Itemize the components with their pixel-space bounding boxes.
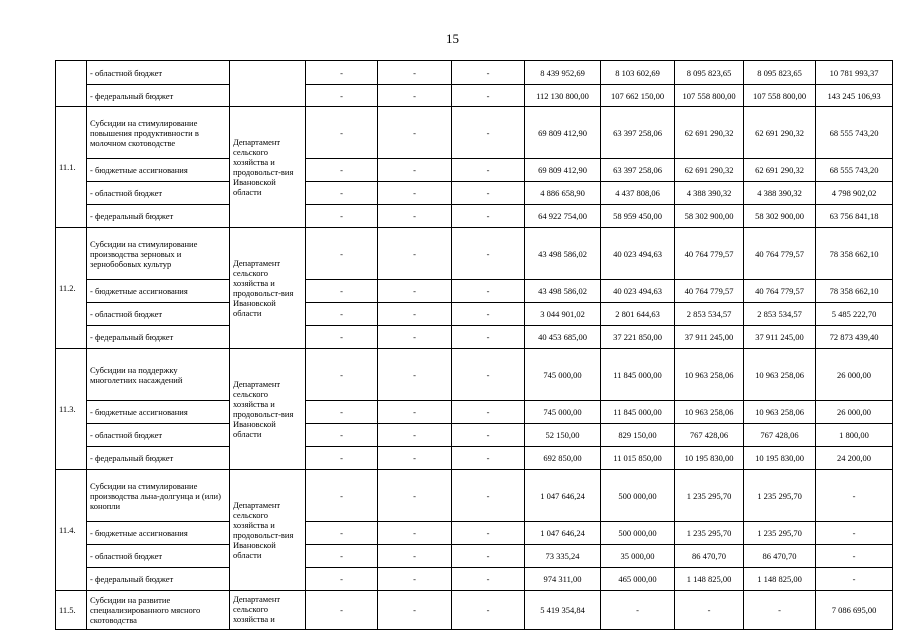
amount-cell: 58 959 450,00: [601, 205, 675, 228]
dash-cell: -: [306, 205, 378, 228]
dash-cell: -: [306, 228, 378, 280]
amount-cell: 78 358 662,10: [816, 280, 893, 303]
executor-cell: Департамент сельского хозяйства и продовольст-вия Ивановской области: [230, 470, 306, 591]
amount-cell: 58 302 900,00: [675, 205, 744, 228]
table-row: [56, 61, 893, 85]
dash-cell: -: [306, 591, 378, 630]
amount-cell: 767 428,06: [744, 424, 816, 447]
amount-cell: 4 437 808,06: [601, 182, 675, 205]
table-row: [56, 205, 893, 228]
dash-cell: -: [378, 545, 452, 568]
amount-cell: 500 000,00: [601, 470, 675, 522]
dash-cell: -: [452, 326, 525, 349]
amount-cell: 37 911 245,00: [744, 326, 816, 349]
amount-cell: 52 150,00: [525, 424, 601, 447]
amount-cell: 143 245 106,93: [816, 85, 893, 107]
amount-cell: 62 691 290,32: [744, 107, 816, 159]
amount-cell: 10 963 258,06: [744, 401, 816, 424]
amount-cell: 40 764 779,57: [675, 228, 744, 280]
amount-cell: 7 086 695,00: [816, 591, 893, 630]
table-row: [56, 280, 893, 303]
amount-cell: 68 555 743,20: [816, 159, 893, 182]
amount-cell: 1 047 646,24: [525, 522, 601, 545]
dash-cell: -: [378, 591, 452, 630]
amount-cell: 1 047 646,24: [525, 470, 601, 522]
dash-cell: -: [306, 326, 378, 349]
dash-cell: -: [452, 447, 525, 470]
amount-cell: 86 470,70: [675, 545, 744, 568]
row-number-cell: 11.5.: [56, 591, 87, 630]
table-row: [56, 85, 893, 107]
row-label: Субсидии на развитие специализированного мясного скотоводства: [87, 591, 230, 630]
dash-cell: -: [452, 545, 525, 568]
amount-cell: 692 850,00: [525, 447, 601, 470]
dash-cell: -: [306, 401, 378, 424]
amount-cell: 78 358 662,10: [816, 228, 893, 280]
dash-cell: -: [306, 85, 378, 107]
amount-cell: 8 439 952,69: [525, 61, 601, 85]
amount-cell: 11 015 850,00: [601, 447, 675, 470]
dash-cell: -: [306, 61, 378, 85]
table-body: [56, 61, 893, 630]
amount-cell: 10 781 993,37: [816, 61, 893, 85]
table-row: [56, 326, 893, 349]
executor-cell: Департамент сельского хозяйства и продовольст-вия Ивановской области: [230, 228, 306, 349]
table-row: [56, 159, 893, 182]
amount-cell: 8 103 602,69: [601, 61, 675, 85]
amount-cell: 4 388 390,32: [744, 182, 816, 205]
amount-cell: 63 756 841,18: [816, 205, 893, 228]
amount-cell: 1 235 295,70: [744, 470, 816, 522]
dash-cell: -: [306, 303, 378, 326]
row-label: Субсидии на стимулирование повышения продуктивности в молочном скотоводстве: [87, 107, 230, 159]
amount-cell: 40 764 779,57: [675, 280, 744, 303]
amount-cell: 64 922 754,00: [525, 205, 601, 228]
dash-cell: -: [452, 107, 525, 159]
amount-cell: 3 044 901,02: [525, 303, 601, 326]
dash-cell: -: [306, 280, 378, 303]
amount-cell: 40 764 779,57: [744, 228, 816, 280]
dash-cell: -: [306, 159, 378, 182]
amount-cell: 10 195 830,00: [675, 447, 744, 470]
amount-cell: 62 691 290,32: [744, 159, 816, 182]
dash-cell: -: [452, 159, 525, 182]
row-label: - областной бюджет: [87, 182, 230, 205]
executor-cell: Департамент сельского хозяйства и продовольст-вия Ивановской области: [230, 349, 306, 470]
amount-cell: 745 000,00: [525, 401, 601, 424]
amount-cell: -: [816, 470, 893, 522]
row-label: - областной бюджет: [87, 61, 230, 85]
row-label: Субсидии на поддержку многолетних насаждений: [87, 349, 230, 401]
row-label: - федеральный бюджет: [87, 326, 230, 349]
amount-cell: 107 558 800,00: [675, 85, 744, 107]
dash-cell: -: [378, 182, 452, 205]
amount-cell: 8 095 823,65: [744, 61, 816, 85]
row-label: - областной бюджет: [87, 545, 230, 568]
amount-cell: 1 148 825,00: [675, 568, 744, 591]
dash-cell: -: [378, 61, 452, 85]
amount-cell: 72 873 439,40: [816, 326, 893, 349]
amount-cell: 10 963 258,06: [675, 401, 744, 424]
amount-cell: 68 555 743,20: [816, 107, 893, 159]
amount-cell: -: [816, 522, 893, 545]
amount-cell: 63 397 258,06: [601, 107, 675, 159]
amount-cell: 73 335,24: [525, 545, 601, 568]
amount-cell: 974 311,00: [525, 568, 601, 591]
dash-cell: -: [306, 107, 378, 159]
amount-cell: 1 800,00: [816, 424, 893, 447]
amount-cell: 69 809 412,90: [525, 159, 601, 182]
dash-cell: -: [452, 591, 525, 630]
amount-cell: 62 691 290,32: [675, 107, 744, 159]
amount-cell: 5 485 222,70: [816, 303, 893, 326]
table-row: [56, 303, 893, 326]
dash-cell: -: [452, 228, 525, 280]
dash-cell: -: [306, 470, 378, 522]
dash-cell: -: [452, 280, 525, 303]
dash-cell: -: [378, 401, 452, 424]
executor-cell: Департамент сельского хозяйства и: [230, 591, 306, 630]
dash-cell: -: [378, 280, 452, 303]
row-label: - федеральный бюджет: [87, 85, 230, 107]
amount-cell: 69 809 412,90: [525, 107, 601, 159]
dash-cell: -: [378, 228, 452, 280]
amount-cell: 465 000,00: [601, 568, 675, 591]
amount-cell: 1 235 295,70: [675, 470, 744, 522]
row-label: - бюджетные ассигнования: [87, 280, 230, 303]
row-label: - федеральный бюджет: [87, 205, 230, 228]
amount-cell: -: [601, 591, 675, 630]
amount-cell: 107 558 800,00: [744, 85, 816, 107]
dash-cell: -: [452, 61, 525, 85]
executor-cell: [230, 61, 306, 107]
amount-cell: 107 662 150,00: [601, 85, 675, 107]
amount-cell: 11 845 000,00: [601, 349, 675, 401]
dash-cell: -: [452, 568, 525, 591]
dash-cell: -: [378, 326, 452, 349]
dash-cell: -: [378, 447, 452, 470]
row-label: - бюджетные ассигнования: [87, 159, 230, 182]
row-number-cell: 11.4.: [56, 470, 87, 591]
amount-cell: 2 853 534,57: [744, 303, 816, 326]
budget-table: [55, 60, 893, 630]
amount-cell: 35 000,00: [601, 545, 675, 568]
row-label: - бюджетные ассигнования: [87, 522, 230, 545]
amount-cell: 40 764 779,57: [744, 280, 816, 303]
amount-cell: 10 195 830,00: [744, 447, 816, 470]
row-number-cell: 11.2.: [56, 228, 87, 349]
row-label: - областной бюджет: [87, 303, 230, 326]
table-row: [56, 545, 893, 568]
amount-cell: 37 911 245,00: [675, 326, 744, 349]
dash-cell: -: [452, 522, 525, 545]
amount-cell: 4 798 902,02: [816, 182, 893, 205]
table-row: [56, 568, 893, 591]
table-row: [56, 470, 893, 522]
dash-cell: -: [378, 568, 452, 591]
dash-cell: -: [452, 470, 525, 522]
amount-cell: 63 397 258,06: [601, 159, 675, 182]
dash-cell: -: [306, 447, 378, 470]
amount-cell: 40 023 494,63: [601, 280, 675, 303]
dash-cell: -: [378, 85, 452, 107]
row-number-cell: [56, 61, 87, 107]
row-label: - областной бюджет: [87, 424, 230, 447]
amount-cell: 24 200,00: [816, 447, 893, 470]
dash-cell: -: [306, 545, 378, 568]
dash-cell: -: [378, 159, 452, 182]
amount-cell: -: [816, 545, 893, 568]
amount-cell: 2 853 534,57: [675, 303, 744, 326]
table-row: [56, 424, 893, 447]
row-label: Субсидии на стимулирование производства зерновых и зернобобовых культур: [87, 228, 230, 280]
amount-cell: 2 801 644,63: [601, 303, 675, 326]
amount-cell: 10 963 258,06: [744, 349, 816, 401]
dash-cell: -: [452, 205, 525, 228]
amount-cell: 26 000,00: [816, 401, 893, 424]
amount-cell: 37 221 850,00: [601, 326, 675, 349]
dash-cell: -: [378, 349, 452, 401]
row-label: - бюджетные ассигнования: [87, 401, 230, 424]
table-row: [56, 349, 893, 401]
amount-cell: -: [816, 568, 893, 591]
dash-cell: -: [306, 568, 378, 591]
amount-cell: 112 130 800,00: [525, 85, 601, 107]
table-row: [56, 182, 893, 205]
dash-cell: -: [306, 424, 378, 447]
dash-cell: -: [306, 182, 378, 205]
amount-cell: -: [744, 591, 816, 630]
amount-cell: 5 419 354,84: [525, 591, 601, 630]
amount-cell: 26 000,00: [816, 349, 893, 401]
dash-cell: -: [452, 182, 525, 205]
dash-cell: -: [452, 303, 525, 326]
dash-cell: -: [378, 424, 452, 447]
dash-cell: -: [378, 470, 452, 522]
amount-cell: 62 691 290,32: [675, 159, 744, 182]
executor-cell: Департамент сельского хозяйства и продовольст-вия Ивановской области: [230, 107, 306, 228]
amount-cell: 40 453 685,00: [525, 326, 601, 349]
amount-cell: 8 095 823,65: [675, 61, 744, 85]
dash-cell: -: [378, 205, 452, 228]
amount-cell: 500 000,00: [601, 522, 675, 545]
dash-cell: -: [378, 107, 452, 159]
amount-cell: 1 148 825,00: [744, 568, 816, 591]
amount-cell: 11 845 000,00: [601, 401, 675, 424]
amount-cell: 4 886 658,90: [525, 182, 601, 205]
amount-cell: 10 963 258,06: [675, 349, 744, 401]
row-number-cell: 11.3.: [56, 349, 87, 470]
row-label: Субсидии на стимулирование производства льна-долгунца и (или) конопли: [87, 470, 230, 522]
amount-cell: 43 498 586,02: [525, 280, 601, 303]
dash-cell: -: [306, 522, 378, 545]
dash-cell: -: [378, 522, 452, 545]
dash-cell: -: [452, 349, 525, 401]
dash-cell: -: [452, 85, 525, 107]
amount-cell: 4 388 390,32: [675, 182, 744, 205]
amount-cell: 1 235 295,70: [675, 522, 744, 545]
amount-cell: 40 023 494,63: [601, 228, 675, 280]
dash-cell: -: [452, 424, 525, 447]
amount-cell: 745 000,00: [525, 349, 601, 401]
dash-cell: -: [452, 401, 525, 424]
row-label: - федеральный бюджет: [87, 568, 230, 591]
table-row: [56, 522, 893, 545]
table-row: [56, 591, 893, 630]
table-row: [56, 401, 893, 424]
page-number: 15: [446, 31, 459, 46]
amount-cell: 767 428,06: [675, 424, 744, 447]
dash-cell: -: [378, 303, 452, 326]
amount-cell: 829 150,00: [601, 424, 675, 447]
amount-cell: 43 498 586,02: [525, 228, 601, 280]
row-number-cell: 11.1.: [56, 107, 87, 228]
row-label: - федеральный бюджет: [87, 447, 230, 470]
table-row: [56, 107, 893, 159]
dash-cell: -: [306, 349, 378, 401]
amount-cell: 1 235 295,70: [744, 522, 816, 545]
amount-cell: 86 470,70: [744, 545, 816, 568]
amount-cell: 58 302 900,00: [744, 205, 816, 228]
amount-cell: -: [675, 591, 744, 630]
table-row: [56, 228, 893, 280]
table-row: [56, 447, 893, 470]
